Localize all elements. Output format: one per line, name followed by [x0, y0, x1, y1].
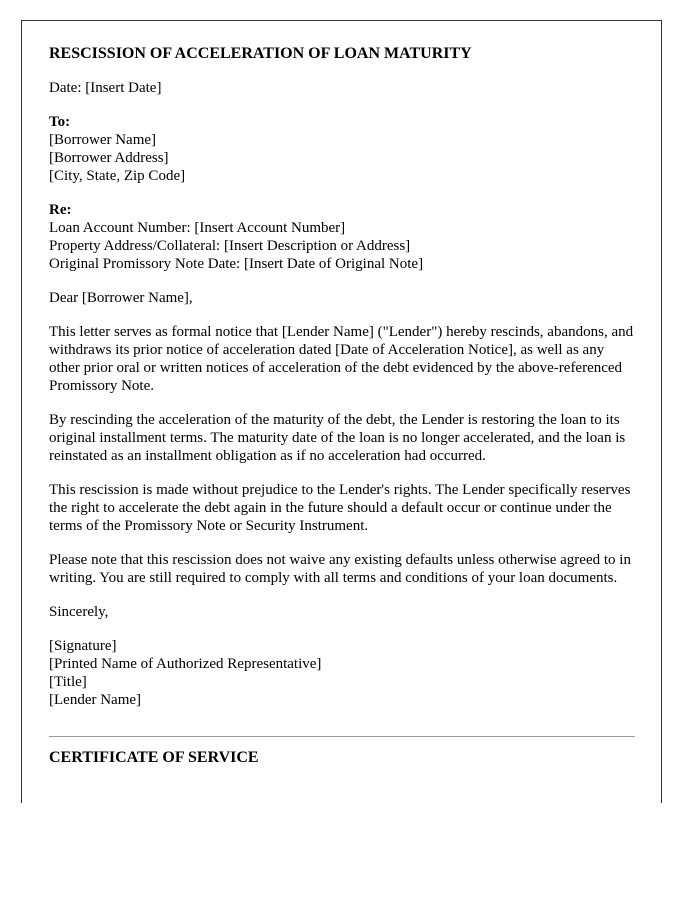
to-line-borrower-address: [Borrower Address] — [49, 150, 169, 166]
re-line-original-note-date: Original Promissory Note Date: [Insert Date of Original Note] — [49, 256, 424, 272]
certificate-of-service-heading: CERTIFICATE OF SERVICE — [49, 749, 259, 766]
date-block — [49, 79, 635, 97]
salutation: Dear [Borrower Name], — [49, 290, 193, 306]
body-paragraph-rescind-notice: This letter serves as formal notice that [Lender Name] ("Lender") hereby rescinds, abandons, and withdraws its prior notice of acceleration dated [Date of Acceleration Notice], as well as any other prior oral or written notices of acceleration of the debt evidenced by the above-referenced Promissory Note. — [49, 324, 634, 394]
re-label: Re: — [49, 202, 72, 218]
to-label: To: — [49, 114, 71, 130]
signature-block — [49, 637, 635, 709]
to-line-borrower-name: [Borrower Name] — [49, 132, 157, 148]
to-block — [49, 113, 635, 185]
letter-page — [21, 20, 662, 803]
body-paragraph-no-waiver: Please note that this rescission does not waive any existing defaults unless otherwise agreed to in writing. You are still required to comply with all terms and conditions of your loan documents. — [49, 552, 631, 586]
to-line-city-state-zip: [City, State, Zip Code] — [49, 168, 186, 184]
section-divider — [49, 736, 635, 737]
re-line-property-address: Property Address/Collateral: [Insert Description or Address] — [49, 238, 411, 254]
printed-name-line: [Printed Name of Authorized Representative] — [49, 656, 322, 672]
signature-line: [Signature] — [49, 638, 117, 654]
body-paragraph-restore-terms: By rescinding the acceleration of the maturity of the debt, the Lender is restoring the loan to its original installment terms. The maturity date of the loan is no longer accelerated, and the loan is reinstated as an installment obligation as if no acceleration had occurred. — [49, 412, 626, 464]
date-line: Date: [Insert Date] — [49, 80, 162, 96]
re-line-loan-account: Loan Account Number: [Insert Account Number] — [49, 220, 346, 236]
lender-name-line: [Lender Name] — [49, 692, 142, 708]
title-line: [Title] — [49, 674, 87, 690]
letter-title: RESCISSION OF ACCELERATION OF LOAN MATURITY — [49, 45, 472, 62]
closing: Sincerely, — [49, 604, 109, 620]
re-block — [49, 201, 635, 273]
body-paragraph-without-prejudice: This rescission is made without prejudice to the Lender's rights. The Lender specifically reserves the right to accelerate the debt again in the future should a default occur or continue under the terms of the Promissory Note or Security Instrument. — [49, 482, 631, 534]
